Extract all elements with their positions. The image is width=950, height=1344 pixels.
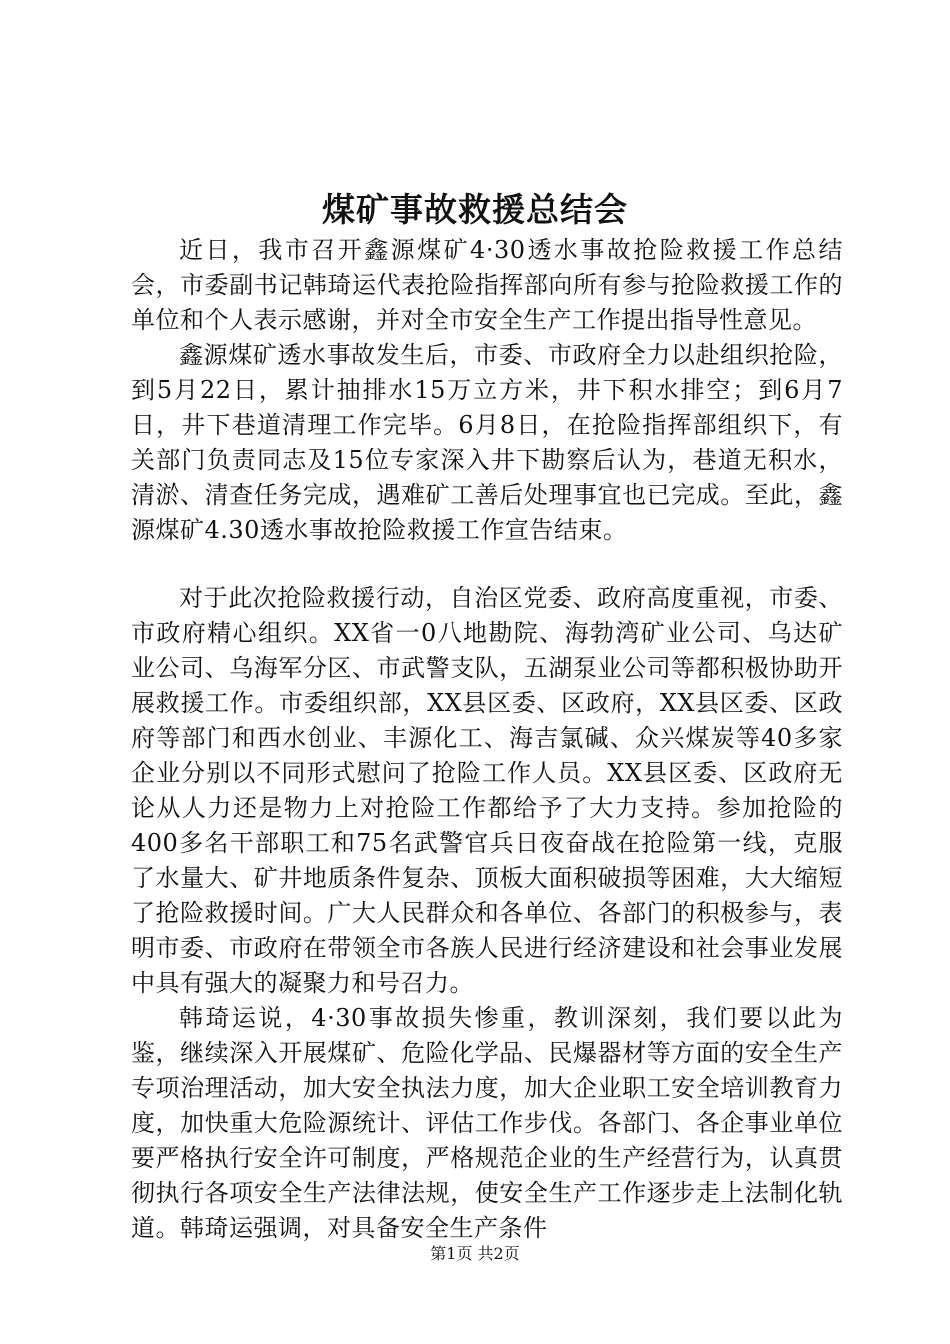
document-body — [131, 233, 843, 1246]
paragraph-3: 对于此次抢险救援行动，自治区党委、政府高度重视，市委、市政府精心组织。XX省一0八地勘院、海勃湾矿业公司、乌达矿业公司、乌海军分区、市武警支队，五湖泵业公司等都积极协助开展救援工作。市委组织部，XX县区委、区政府，XX县区委、区政府等部门和西水创业、丰源化工、海吉氯碱、众兴煤炭等40多家企业分别以不同形式慰问了抢险工作人员。XX县区委、区政府无论从人力还是物力上对抢险工作都给予了大力支持。参加抢险的400多名干部职工和75名武警官兵日夜奋战在抢险第一线，克服了水量大、矿井地质条件复杂、顶板大面积破损等困难，大大缩短了抢险救援时间。广大人民群众和各单位、各部门的积极参与，表明市委、市政府在带领全市各族人民进行经济建设和社会事业发展中具有强大的凝聚力和号召力。 — [131, 584, 843, 997]
page-number-footer: 第1页 共2页 — [430, 1244, 520, 1263]
paragraph-1: 近日，我市召开鑫源煤矿4·30透水事故抢险救援工作总结会，市委副书记韩琦运代表抢险指挥部向所有参与抢险救援工作的单位和个人表示感谢，并对全市安全生产工作提出指导性意见。 — [131, 236, 843, 334]
document-title: 煤矿事故救援总结会 — [322, 190, 628, 229]
paragraph-4: 韩琦运说，4·30事故损失惨重，教训深刻，我们要以此为鉴，继续深入开展煤矿、危险化学品、民爆器材等方面的安全生产专项治理活动，加大安全执法力度，加大企业职工安全培训教育力度，加快重大危险源统计、评估工作步伐。各部门、各企事业单位要严格执行安全许可制度，严格规范企业的生产经营行为，认真贯彻执行各项安全生产法律法规，使安全生产工作逐步走上法制化轨道。韩琦运强调，对具备安全生产条件 — [131, 1004, 843, 1242]
paragraph-2: 鑫源煤矿透水事故发生后，市委、市政府全力以赴组织抢险，到5月22日，累计抽排水15万立方米，井下积水排空；到6月7日，井下巷道清理工作完毕。6月8日，在抢险指挥部组织下，有关部门负责同志及15位专家深入井下勘察后认为，巷道无积水，清淤、清查任务完成，遇难矿工善后处理事宜也已完成。至此，鑫源煤矿4.30透水事故抢险救援工作宣告结束。 — [131, 341, 843, 544]
